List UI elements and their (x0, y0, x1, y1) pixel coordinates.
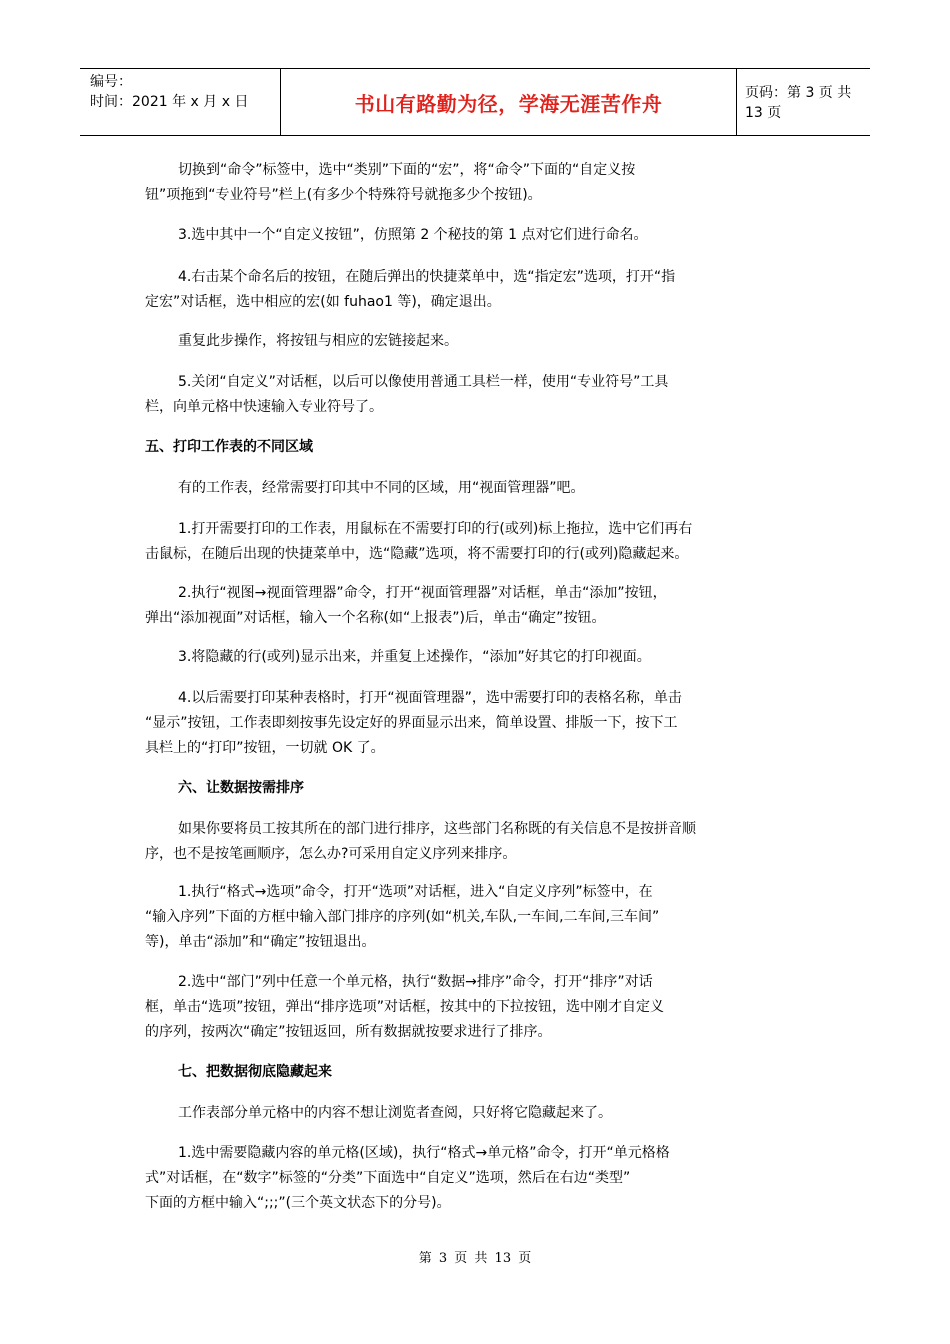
paragraph: 重复此步操作，将按钮与相应的宏链接起来。 (178, 333, 458, 349)
paragraph: 3.将隐藏的行(或列)显示出来，并重复上述操作，“添加”好其它的打印视面。 (178, 649, 651, 665)
paragraph: 1.选中需要隐藏内容的单元格(区域)，执行“格式→单元格”命令，打开“单元格格 式”对话框，在“数字”标签的“分类”下面选中“自定义”选项，然后在右边“类型” 下面的方框中输入“;;;”(三个英文状态下的分号)。 (145, 1145, 670, 1211)
paragraph: 工作表部分单元格中的内容不想让浏览者查阅，只好将它隐藏起来了。 (178, 1105, 612, 1121)
paragraph: 2.执行“视图→视面管理器”命令，打开“视面管理器”对话框，单击“添加”按钮， 弹出“添加视面”对话框，输入一个名称(如“上报表”)后，单击“确定”按钮。 (145, 585, 667, 626)
header-motto-cell (281, 69, 737, 135)
paragraph: 5.关闭“自定义”对话框，以后可以像使用普通工具栏一样，使用“专业符号”工具 栏，向单元格中快速输入专业符号了。 (145, 374, 669, 415)
section-heading: 七、把数据彻底隐藏起来 (178, 1064, 332, 1080)
paragraph: 如果你要将员工按其所在的部门进行排序，这些部门名称既的有关信息不是按拼音顺 序，也不是按笔画顺序，怎么办?可采用自定义序列来排序。 (145, 821, 696, 862)
paragraph: 1.执行“格式→选项”命令，打开“选项”对话框，进入“自定义序列”标签中，在 “输入序列”下面的方框中输入部门排序的序列(如“机关,车队,一车间,二车间,三车间” 等)，单击“添加”和“确定”按钮退出。 (145, 884, 660, 950)
motto-text: 书山有路勤为径，学海无涯苦作舟 (354, 91, 663, 116)
paragraph: 2.选中“部门”列中任意一个单元格，执行“数据→排序”命令，打开“排序”对话 框，单击“选项”按钮，弹出“排序选项”对话框，按其中的下拉按钮，选中刚才自定义 的序列，按两次“确定”按钮返回，所有数据就按要求进行了排序。 (145, 974, 665, 1040)
paragraph: 4.右击某个命名后的按钮，在随后弹出的快捷菜单中，选“指定宏”选项，打开“指 定宏”对话框，选中相应的宏(如 fuhao1 等)，确定退出。 (145, 269, 676, 310)
number-label: 编号： (90, 74, 132, 90)
time-label: 时间：2021 年 x 月 x 日 (90, 94, 249, 110)
paragraph: 3.选中其中一个“自定义按钮”，仿照第 2 个秘技的第 1 点对它们进行命名。 (178, 227, 648, 243)
paragraph: 1.打开需要打印的工作表，用鼠标在不需要打印的行(或列)标上拖拉，选中它们再右 击鼠标，在随后出现的快捷菜单中，选“隐藏”选项，将不需要打印的行(或列)隐藏起来。 (145, 521, 693, 562)
footer-page-number: 第 3 页 共 13 页 (418, 1251, 532, 1266)
page-header (80, 68, 870, 136)
page-info-text: 页码：第 3 页 共 13 页 (745, 85, 852, 121)
paragraph: 有的工作表，经常需要打印其中不同的区域，用“视面管理器”吧。 (178, 480, 585, 496)
header-meta (80, 69, 281, 135)
section-heading: 五、打印工作表的不同区域 (145, 439, 313, 455)
page-footer (0, 1247, 950, 1266)
paragraph: 4.以后需要打印某种表格时，打开“视面管理器”，选中需要打印的表格名称，单击 “显示”按钮，工作表即刻按事先设定好的界面显示出来，简单设置、排版一下，按下工 具栏上的“打印”按钮，一切就 OK 了。 (145, 690, 682, 756)
header-page-info (737, 69, 870, 135)
section-heading: 六、让数据按需排序 (178, 780, 304, 796)
paragraph: 切换到“命令”标签中，选中“类别”下面的“宏”，将“命令”下面的“自定义按 钮”项拖到“专业符号”栏上(有多少个特殊符号就拖多少个按钮)。 (145, 162, 636, 203)
